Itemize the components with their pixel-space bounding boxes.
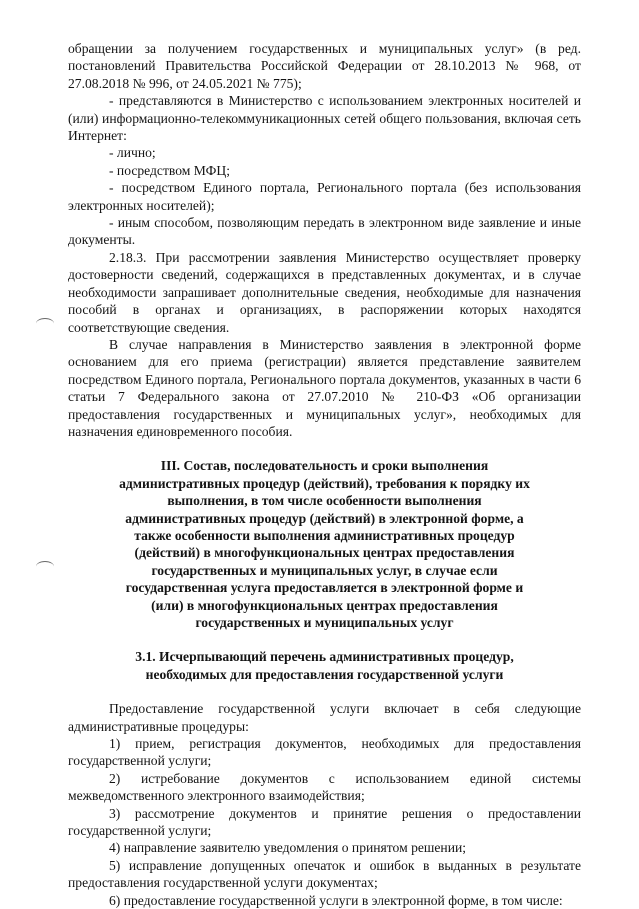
list-item: 6) предоставление государственной услуги в электронной форме, в том числе:: [109, 892, 563, 908]
section-3-heading: III. Состав, последовательность и сроки выполнения административных процедур (действий), требования к порядку их выполнения, в том числе особенности выполнения административных процедур (действий) в электронной форме, а также особенности выполнения административных процедур (действий) в многофункциональных центрах предоставления государственных и муниципальных услуг, в случае если государственная услуга предоставляется в электронной форме и (или) в многофункциональных центрах предоставления государственных и муниципальных услуг: [119, 458, 530, 630]
paragraph: обращении за получением государственных и муниципальных услуг» (в ред. постановлений Правительства Российской Федерации от 28.10.2013 № 968, от 27.08.2018 № 996, от 24.05.2021 № 775);: [68, 41, 581, 91]
paragraph: - посредством МФЦ;: [109, 162, 231, 178]
document-page: [68, 40, 581, 909]
list-item: 1) прием, регистрация документов, необходимых для предоставления государственной услуги;: [68, 736, 581, 769]
list-item: 2) истребование документов с использованием единой системы межведомственного электронного взаимодействия;: [68, 770, 581, 804]
paragraph: 2.18.3. При рассмотрении заявления Министерство осуществляет проверку достоверности сведений, содержащихся в представленных документах, и в случае необходимости запрашивает дополнительные сведения, необходимые для назначения пособий в органах и организациях, в распоряжении которых находятся соответствующие сведения.: [68, 249, 581, 335]
binder-hole-mark-top: [36, 318, 54, 329]
binder-hole-mark-bottom: [36, 561, 54, 572]
paragraph: В случае направления в Министерство заявления в электронной форме основанием для его приема (регистрации) является представление заявителем посредством Единого портала, Регионального портала документов, указанных в части 6 статьи 7 Федерального закона от 27.07.2010 № 210-ФЗ «Об организации предоставления государственных и муниципальных услуг», необходимых для назначения единовременного пособия.: [68, 336, 581, 439]
paragraph: - лично;: [109, 145, 156, 161]
paragraph: - посредством Единого портала, Регионального портала (без использования электронных носителей);: [68, 180, 581, 213]
list-item: 3) рассмотрение документов и принятие решения о предоставлении государственной услуги;: [68, 805, 581, 839]
list-item: 5) исправление допущенных опечаток и ошибок в выданных в результате предоставления государственной услуги документах;: [68, 857, 581, 891]
paragraph: Предоставление государственной услуги включает в себя следующие административные процедуры:: [68, 701, 581, 734]
paragraph: - представляются в Министерство с использованием электронных носителей и (или) информационно-телекоммуникационных сетей общего пользования, включая сеть Интернет:: [68, 93, 581, 144]
list-item: 4) направление заявителю уведомления о принятом решении;: [109, 840, 467, 856]
section-3-1-heading: 3.1. Исчерпывающий перечень административных процедур, необходимых для предоставления государственной услуги: [135, 649, 514, 682]
paragraph: - иным способом, позволяющим передать в электронном виде заявление и иные документы.: [68, 215, 581, 248]
